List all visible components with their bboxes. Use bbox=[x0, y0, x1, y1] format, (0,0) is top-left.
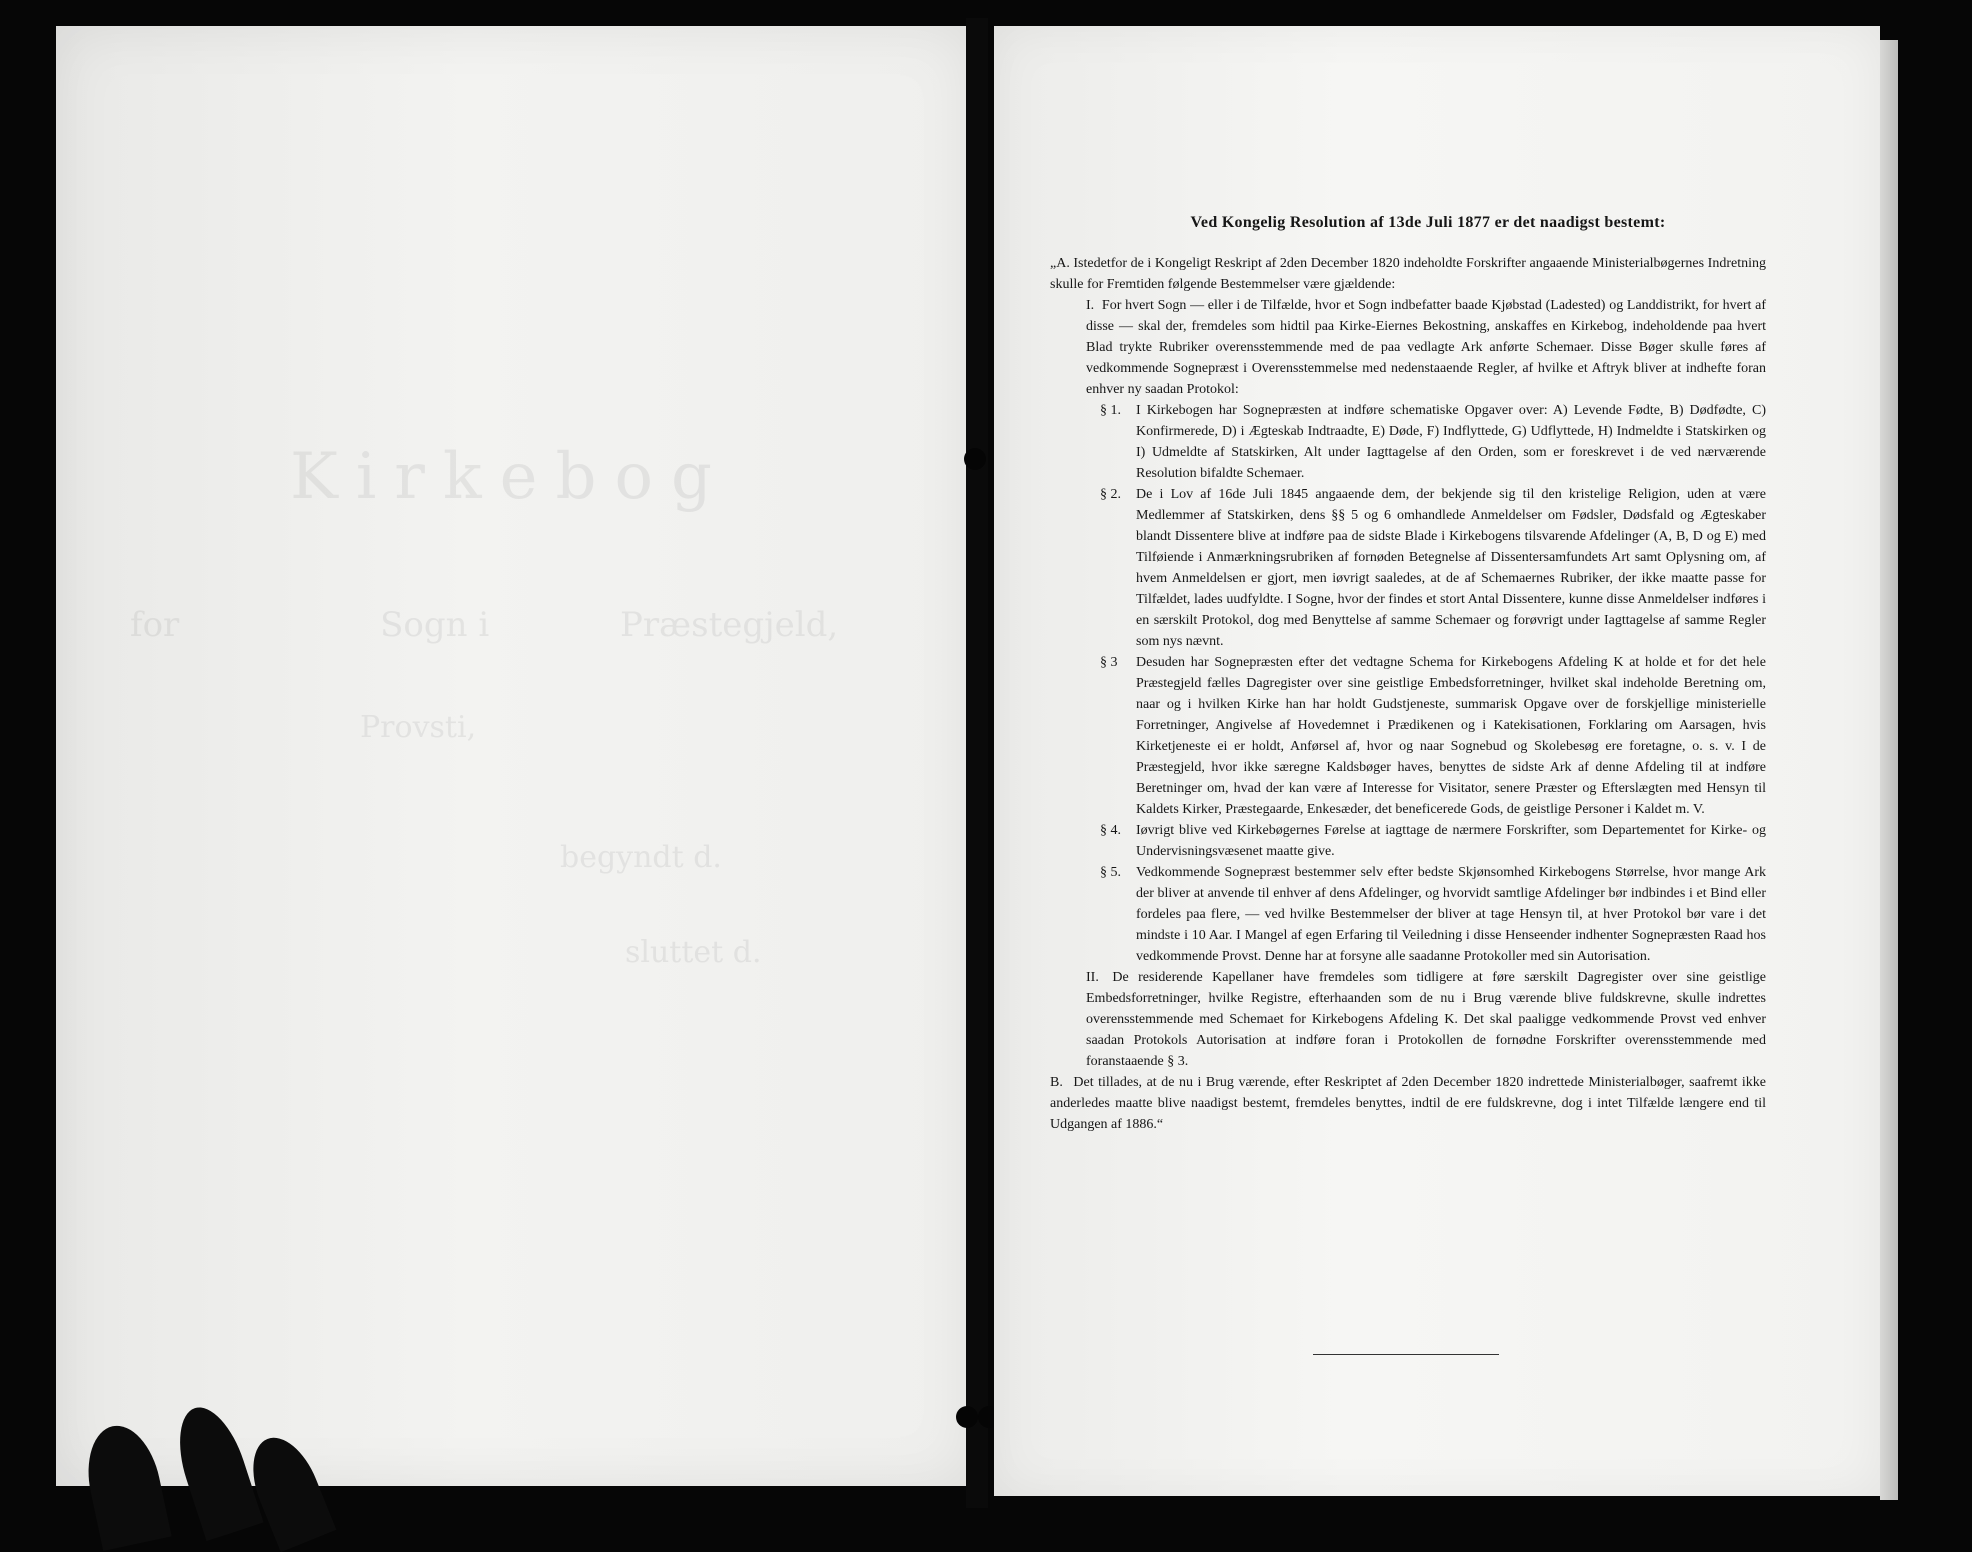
closing-rule bbox=[1313, 1354, 1499, 1355]
paragraph-label: § 1. bbox=[1100, 403, 1121, 418]
paragraph-2 bbox=[1050, 484, 1766, 652]
paragraph-text: Desuden har Sognepræsten efter det vedtagne Schema for Kirkebogens Afdeling K at holde et for det hele Præstegjeld fælles Dagregister over sine geistlige Embedsforretninger, hvilket skal indeholde Beretning om, naar og i hvilken Kirke han har holdt Gudstjeneste, summarisk Opgave over de forskjellige ministerielle Forretninger, Angivelse af Hovedemnet i Prædikenen og i Katekisationen, Forklaring om Aarsagen, hvis Kirketjeneste ei er holdt, Anførsel af, hvor og naar Sognebud og Skolebesøg ere foretagne, o. s. v. I de Præstegjeld, hvor ikke særegne Kaldsbøger haves, benyttes de sidste Ark af denne Afdeling til at indføre Beretninger om, hvad der kan være af Interesse for Visitator, senere Præster og Efterslægten med Hensyn til Kaldets Kirker, Præstegaarde, Enkesæder, det beneficerede Gods, de geistlige Personer i Kaldet m. V. bbox=[1136, 655, 1766, 817]
binding-ring bbox=[956, 1406, 978, 1428]
section-label: B. bbox=[1050, 1075, 1063, 1090]
left-page bbox=[56, 26, 972, 1486]
section-ii bbox=[1050, 967, 1766, 1072]
paragraph-1 bbox=[1050, 400, 1766, 484]
section-i bbox=[1050, 295, 1766, 400]
paragraph-text: De i Lov af 16de Juli 1845 angaaende dem, der bekjende sig til den kristelige Religion, uden at være Medlemmer af Statskirken, dens §§ 5 og 6 omhandlede Anmeldelser om Fødsler, Dødsfald og Ægteskaber blandt Dissentere blive at indføre paa de sidste Blade i Kirkebogens tilsvarende Afdelinger (A, B, D og E) med Tilføiende i Anmærkningsrubriken af fornøden Betegnelse af Dissentersamfundets Art samt Oplysning om, af hvem Anmeldelsen er gjort, men iøvrigt saaledes, at de af Schemaernes Rubriker, der ikke maatte passe for Tilfældet, lades uudfyldte. I Sogne, hvor der findes et stort Antal Dissentere, kunne disse Anmeldelser indføres i en særskilt Protokol, dog med Benyttelse af samme Schemaer og forøvrigt under Iagttagelse af samme Regler som nys nævnt. bbox=[1136, 487, 1766, 649]
paragraph-label: § 4. bbox=[1100, 823, 1121, 838]
bleed-line: sluttet d. bbox=[625, 935, 762, 970]
bleed-line: Provsti, bbox=[360, 710, 477, 745]
section-text: De residerende Kapellaner have fremdeles som tidligere at føre særskilt Dagregister over sine geistlige Embedsforretninger, hvilke Registre, efterhaanden som de nu i Brug værende blive fuldskrevne, skulle indrettes overensstemmende med Schemaet for Kirkebogens Afdeling K. Det skal paaligge vedkommende Provst ved enhver saadan Protokols Autorisation at indføre foran i Protokollen de fornødne Forskrifter overensstemmende med foranstaaende § 3. bbox=[1086, 970, 1766, 1069]
book-gutter bbox=[966, 18, 988, 1508]
resolution-document bbox=[1050, 212, 1766, 1135]
bleed-line: begyndt d. bbox=[560, 840, 722, 875]
paragraph-3 bbox=[1050, 652, 1766, 820]
paragraph-text: Iøvrigt blive ved Kirkebøgernes Førelse at iagttage de nærmere Forskrifter, som Departementet for Kirke- og Undervisningsvæsenet maatte give. bbox=[1136, 823, 1766, 859]
paragraph-label: § 2. bbox=[1100, 487, 1121, 502]
paragraph-text: Vedkommende Sognepræst bestemmer selv efter bedste Skjønsomhed Kirkebogens Størrelse, hvor mange Ark der bliver at anvende til enhver af dens Afdelinger, og hvorvidt samtlige Afdelinger bør indbindes i et Bind eller fordeles paa flere, — ved hvilke Bestemmelser der bliver at tage Hensyn til, at hver Protokol bør vare i det mindste i 10 Aar. I Mangel af egen Erfaring til Veiledning i disse Henseender indhenter Sognepræsten Raad hos vedkommende Provst. Denne har at forsyne alle saadanne Protokoller med sin Autorisation. bbox=[1136, 865, 1766, 964]
paragraph-label: § 5. bbox=[1100, 865, 1121, 880]
section-text: For hvert Sogn — eller i de Tilfælde, hvor et Sogn indbefatter baade Kjøbstad (Ladested) og Landdistrikt, for hvert af disse — skal der, fremdeles som hidtil paa Kirke-Eiernes Bekostning, anskaffes en Kirkebog, indeholdende paa hvert Blad trykte Rubriker overensstemmende med de paa vedlagte Ark anførte Schemaer. Disse Bøger skulle føres af vedkommende Sognepræst i Overensstemmelse med nedenstaaende Regler, af hvilke et Aftryk bliver at indhefte foran enhver ny saadan Protokol: bbox=[1086, 298, 1766, 397]
section-text: Det tillades, at de nu i Brug værende, efter Reskriptet af 2den December 1820 indrettede Ministerialbøger, saafremt ikke anderledes maatte blive naadigst bestemt, fremdeles benyttes, indtil de ere fuldskrevne, dog i intet Tilfælde længere end til Udgangen af 1886.“ bbox=[1050, 1075, 1766, 1132]
bleed-title: Kirkebog bbox=[290, 440, 730, 514]
intro-paragraph: „A. Istedetfor de i Kongeligt Reskript af 2den December 1820 indeholdte Forskrifter angaaende Ministerialbøgernes Indretning skulle for Fremtiden følgende Bestemmelser være gjældende: bbox=[1050, 256, 1766, 292]
paragraph-label: § 3 bbox=[1100, 655, 1118, 670]
paragraph-5 bbox=[1050, 862, 1766, 967]
section-b bbox=[1050, 1072, 1766, 1135]
paragraph-text: I Kirkebogen har Sognepræsten at indføre schematiske Opgaver over: A) Levende Fødte, B) Dødfødte, C) Konfirmerede, D) i Ægteskab Indtraadte, E) Døde, F) Indflyttede, G) Udflyttede, H) Indmeldte i Statskirken og I) Udmeldte af Statskirken, Alt under Iagttagelse af den Orden, som er foreskrevet i de ved nærværende Resolution bifaldte Schemaer. bbox=[1136, 403, 1766, 481]
document-heading: Ved Kongelig Resolution af 13de Juli 1877 er det naadigst bestemt: bbox=[1190, 214, 1666, 231]
paragraph-4 bbox=[1050, 820, 1766, 862]
page-edge bbox=[1880, 40, 1898, 1500]
bleed-line: for Sogn i Præstegjeld, bbox=[130, 605, 839, 645]
binding-ring bbox=[964, 448, 986, 470]
section-label: I. bbox=[1086, 298, 1095, 313]
section-label: II. bbox=[1086, 970, 1099, 985]
